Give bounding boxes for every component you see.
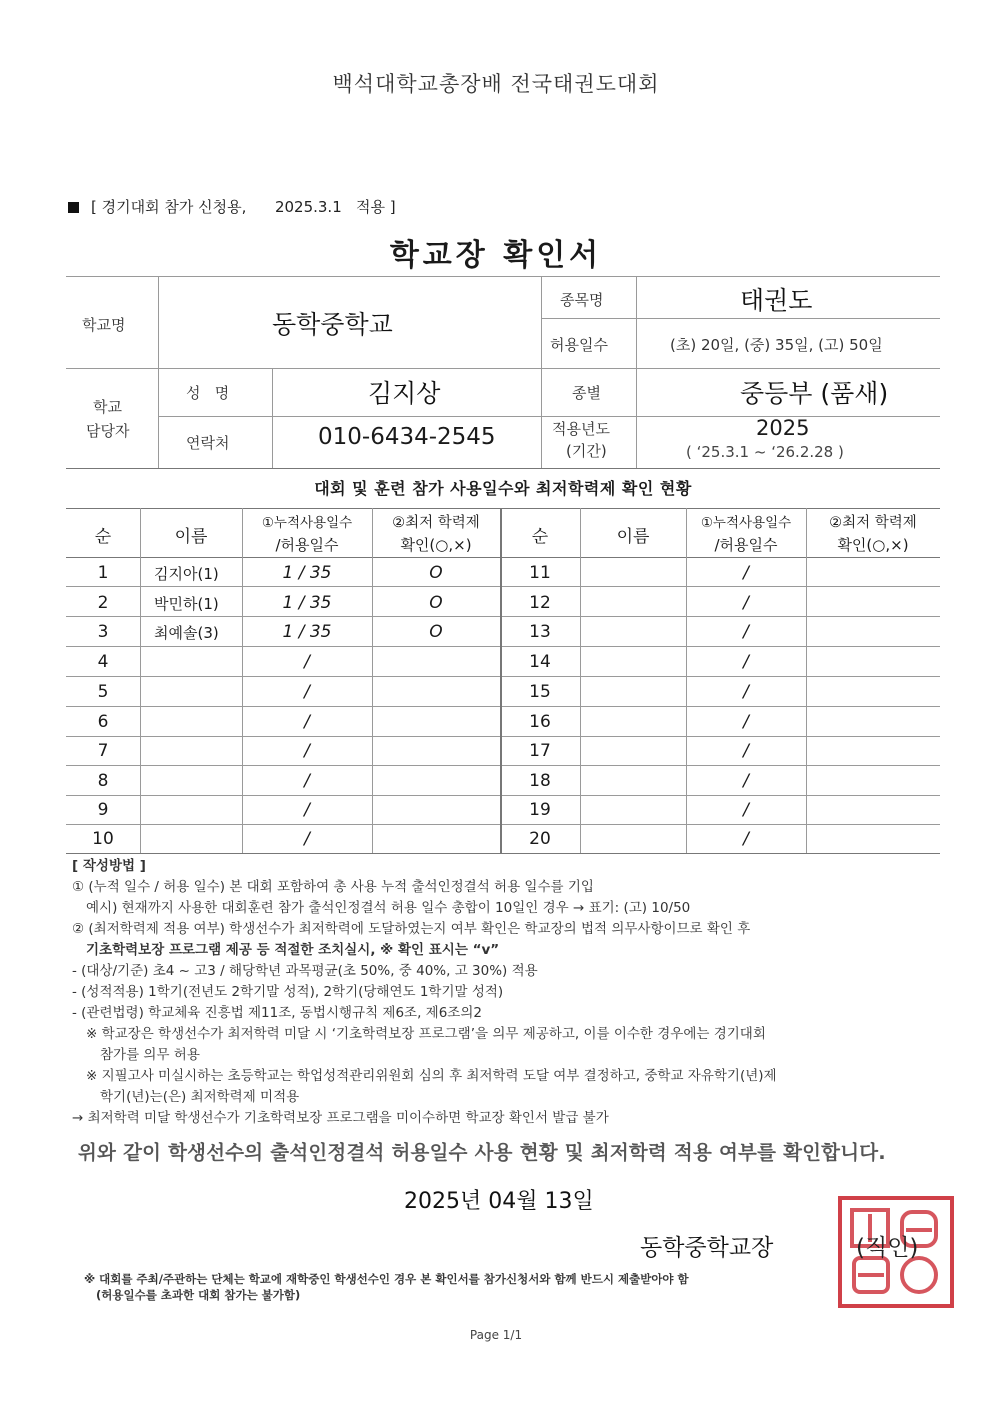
event-value: 태권도 xyxy=(740,286,813,315)
col-header-days-right: ①누적사용일수 xyxy=(700,515,792,531)
row-no-cell: 5 xyxy=(97,682,109,702)
row-days-cell: / xyxy=(304,741,310,761)
row-name-cell: 박민하(1) xyxy=(154,595,219,613)
instructions xyxy=(72,856,932,1129)
row-days-cell: / xyxy=(743,652,749,672)
row-days-cell: 1 / 35 xyxy=(282,622,332,642)
allowed-days-label: 허용일수 xyxy=(550,336,608,354)
row-no-cell: 16 xyxy=(529,712,551,732)
name-value: 김지상 xyxy=(368,379,441,408)
signer-title: 동학중학교장 xyxy=(640,1235,774,1261)
category-label: 종별 xyxy=(572,384,601,402)
row-name-cell: 김지아(1) xyxy=(154,565,219,583)
col-header-check: ②최저 학력제 xyxy=(392,515,480,531)
row-days-cell: / xyxy=(304,771,310,791)
footnote xyxy=(84,1271,689,1303)
row-no-cell: 15 xyxy=(529,682,551,702)
col-header-name: 이름 xyxy=(174,527,208,547)
row-no-cell: 13 xyxy=(529,622,551,642)
row-no-cell: 8 xyxy=(97,771,109,791)
page-number: Page 1/1 xyxy=(469,1328,523,1342)
instructions-title: [ 작성방법 ] xyxy=(72,858,146,874)
row-no-cell: 12 xyxy=(529,593,551,613)
row-no-cell: 3 xyxy=(97,622,109,642)
phone-value: 010-6434-2545 xyxy=(318,424,496,450)
col-header-check-right: ②최저 학력제 xyxy=(829,515,917,531)
row-days-cell: 1 / 35 xyxy=(282,593,332,613)
issue-date: 2025년 04월 13일 xyxy=(404,1189,594,1214)
school-label: 학교명 xyxy=(82,316,126,334)
col-header-no-right: 순 xyxy=(531,527,549,547)
row-name-cell: 최예솔(3) xyxy=(154,624,219,642)
status-heading: 대회 및 훈련 참가 사용일수와 최저학력제 확인 현황 xyxy=(314,479,692,498)
row-days-cell: / xyxy=(304,712,310,732)
school-value: 동학중학교 xyxy=(272,310,393,339)
col-header-name-right: 이름 xyxy=(616,527,650,547)
row-days-cell: / xyxy=(743,741,749,761)
row-no-cell: 9 xyxy=(97,800,109,820)
instruction-line: ① (누적 일수 / 허용 일수) 본 대회 포함하여 총 사용 누적 출석인정결석 허용 일수를 기입 xyxy=(72,879,594,895)
row-days-cell: / xyxy=(304,800,310,820)
col-header-days: ①누적사용일수 xyxy=(261,515,353,531)
row-days-cell: / xyxy=(743,771,749,791)
event-title: 백석대학교총장배 전국태권도대회 xyxy=(332,72,660,96)
instruction-line: - (대상/기준) 초4 ~ 고3 / 해당학년 과목평균(초 50%, 중 40%, 고 30%) 적용 xyxy=(72,963,538,979)
contact-group-label: 학교 xyxy=(93,398,122,416)
row-days-cell: 1 / 35 xyxy=(282,563,332,583)
row-days-cell: / xyxy=(743,800,749,820)
row-no-cell: 20 xyxy=(529,829,551,849)
row-days-cell: / xyxy=(743,622,749,642)
row-check-cell: O xyxy=(429,593,443,613)
instruction-line: → 최저학력 미달 학생선수가 기초학력보장 프로그램을 미이수하면 학교장 확인서 발급 불가 xyxy=(72,1110,609,1126)
row-days-cell: / xyxy=(743,712,749,732)
phone-label: 연락처 xyxy=(186,434,230,452)
year-value: 2025 xyxy=(756,416,810,440)
row-days-cell: / xyxy=(304,682,310,702)
row-days-cell: / xyxy=(743,829,749,849)
row-no-cell: 6 xyxy=(97,712,109,732)
document-title: 학교장 확인서 xyxy=(389,238,603,273)
col-header-check-2: 확인(○,×) xyxy=(400,536,472,554)
footnote-line: (허용일수를 초과한 대회 참가는 불가함) xyxy=(96,1288,301,1302)
allowed-days-value: (초) 20일, (중) 35일, (고) 50일 xyxy=(670,336,883,354)
form-note xyxy=(68,196,396,217)
year-label-2: (기간) xyxy=(566,442,607,460)
row-no-cell: 4 xyxy=(97,652,109,672)
col-header-days-right-2: /허용일수 xyxy=(714,536,778,554)
row-no-cell: 19 xyxy=(529,800,551,820)
row-no-cell: 7 xyxy=(97,741,109,761)
row-no-cell: 18 xyxy=(529,771,551,791)
row-days-cell: / xyxy=(743,563,749,583)
category-value: 중등부 (품새) xyxy=(740,379,889,408)
event-label: 종목명 xyxy=(560,291,604,309)
col-header-no: 순 xyxy=(94,527,112,547)
instruction-line: 학기(년)는(은) 최저학력제 미적용 xyxy=(100,1089,300,1105)
bullet-square-icon xyxy=(68,202,79,213)
row-days-cell: / xyxy=(743,593,749,613)
row-no-cell: 2 xyxy=(97,593,109,613)
instruction-line: 참가를 의무 허용 xyxy=(100,1047,200,1063)
row-check-cell: O xyxy=(429,563,443,583)
instruction-line: ※ 학교장은 학생선수가 최저학력 미달 시 ‘기초학력보장 프로그램’을 의무 제공하고, 이를 이수한 경우에는 경기대회 xyxy=(86,1026,766,1042)
row-no-cell: 14 xyxy=(529,652,551,672)
footnote-line: ※ 대회를 주최/주관하는 단체는 학교에 재학중인 학생선수인 경우 본 확인서를 참가신청서와 함께 반드시 제출받아야 함 xyxy=(84,1272,689,1286)
row-days-cell: / xyxy=(743,682,749,702)
instruction-line: ※ 지필고사 미실시하는 초등학교는 학업성적관리위원회 심의 후 최저학력 도달 여부 결정하고, 중학교 자유학기(년)제 xyxy=(86,1068,777,1084)
instruction-line: - (관련법령) 학교체육 진흥법 제11조, 동법시행규칙 제6조, 제6조의2 xyxy=(72,1005,482,1021)
form-note-text: [ 경기대회 참가 신청용, 2025.3.1 적용 ] xyxy=(91,198,396,216)
year-period: ( ‘25.3.1 ~ ‘26.2.28 ) xyxy=(686,443,844,461)
instruction-line: 예시) 현재까지 사용한 대회훈련 참가 출석인정결석 허용 일수 총합이 10일인 경우 → 표기: (고) 10/50 xyxy=(86,900,691,916)
contact-group-label-2: 담당자 xyxy=(86,422,130,440)
row-days-cell: / xyxy=(304,652,310,672)
row-no-cell: 17 xyxy=(529,741,551,761)
row-no-cell: 1 xyxy=(97,563,109,583)
row-no-cell: 11 xyxy=(529,563,551,583)
instruction-line: ② (최저학력제 적용 여부) 학생선수가 최저학력에 도달하였는지 여부 확인은 학교장의 법적 의무사항이므로 확인 후 xyxy=(72,921,751,937)
row-check-cell: O xyxy=(429,622,443,642)
row-no-cell: 10 xyxy=(92,829,114,849)
confirmation-text: 위와 같이 학생선수의 출석인정결석 허용일수 사용 현황 및 최저학력 적용 여부를 확인합니다. xyxy=(78,1141,886,1164)
seal-mark: (직인) xyxy=(856,1235,919,1261)
instruction-line: - (성적적용) 1학기(전년도 2학기말 성적), 2학기(당해연도 1학기말 성적) xyxy=(72,984,504,1000)
instruction-line: 기초학력보장 프로그램 제공 등 적절한 조치실시, ※ 확인 표시는 “v” xyxy=(86,942,500,958)
name-label: 성 명 xyxy=(186,384,230,402)
col-header-days-2: /허용일수 xyxy=(275,536,339,554)
year-label: 적용년도 xyxy=(552,420,610,438)
col-header-check-right-2: 확인(○,×) xyxy=(837,536,909,554)
row-days-cell: / xyxy=(304,829,310,849)
